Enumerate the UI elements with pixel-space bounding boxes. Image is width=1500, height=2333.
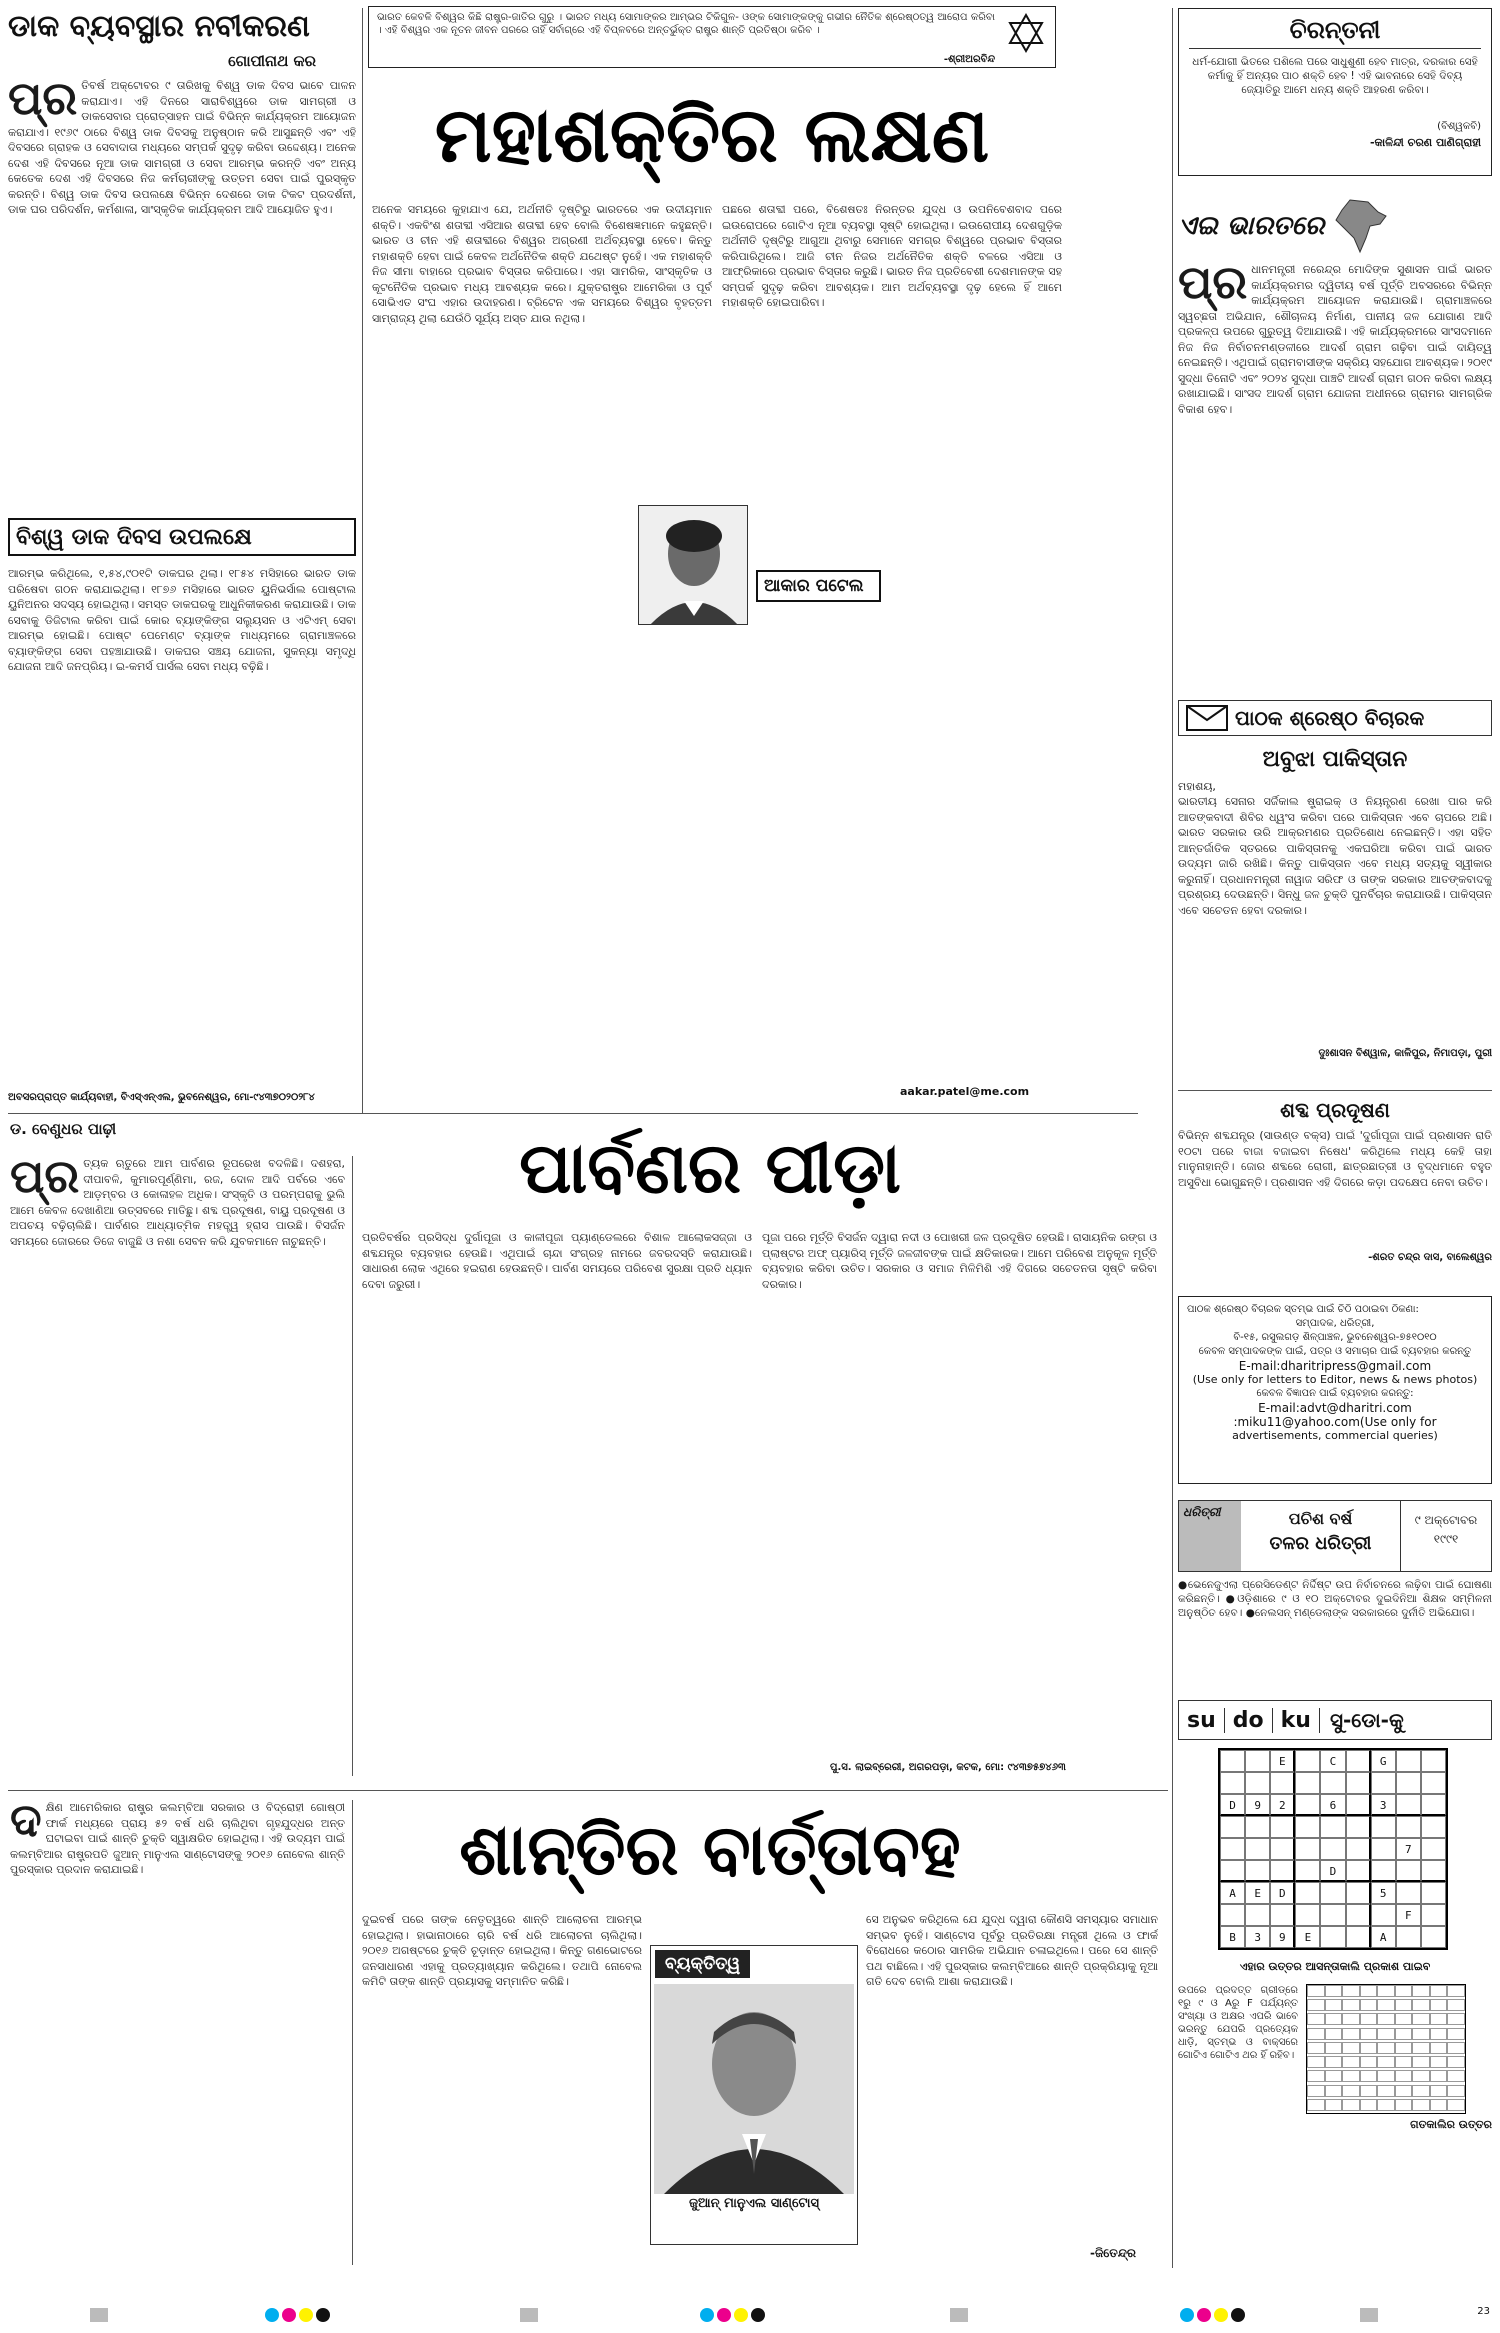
answer-cell [1307,2042,1325,2054]
sudoku-cell[interactable] [1245,1838,1270,1860]
sudoku-cell[interactable] [1295,1816,1320,1838]
sudoku-cell[interactable] [1320,1838,1345,1860]
sudoku-cell[interactable] [1320,1772,1345,1794]
parbana-dropcap: ପ୍ର [10,1156,80,1203]
sudoku-cell[interactable] [1421,1750,1446,1772]
answer-cell [1447,2085,1465,2097]
sudoku-cell[interactable] [1396,1750,1421,1772]
sudoku-cell[interactable]: B [1220,1926,1245,1948]
answer-cell [1307,2056,1325,2068]
center-article-col-1: ଅନେକ ସମୟରେ କୁହାଯାଏ ଯେ, ଅର୍ଥନୀତି ଦୃଷ୍ଟିରୁ ଭାରତରେ ଏକ ଉଦୀୟମାନ ଶକ୍ତି। ଏକବିଂଶ ଶତାବ୍ଦୀ ଏସିଆର ଶତାବ୍ଦୀ ହେବ ବୋଲି ବିଶେଷଜ୍ଞମାନେ କହୁଛନ୍ତି। ଭାରତ ଓ ଚୀନ ଏହି ଶତାବ୍ଦୀରେ ବିଶ୍ୱର ଅଗ୍ରଣୀ ଅର୍ଥବ୍ୟବସ୍ଥା ହେବେ। କିନ୍ତୁ ମହାଶକ୍ତି ହେବା ପାଇଁ କେବଳ ଅର୍ଥନୈତିକ ଶକ୍ତି ଯଥେଷ୍ଟ ନୁହେଁ। ଏକ ମହାଶକ୍ତି ନିଜ ସୀମା ବାହାରେ ପ୍ରଭାବ ବିସ୍ତାର କରିପାରେ। ଏହା ସାମରିକ, ସାଂସ୍କୃତିକ ଓ କୂଟନୈତିକ ପ୍ରଭାବ ମଧ୍ୟ ଆବଶ୍ୟକ କରେ। ଯୁକ୍ତରାଷ୍ଟ୍ର ଆମେରିକା ଓ ପୂର୍ବ ସୋଭିଏତ ସଂଘ ଏହାର ଉଦାହରଣ। ବ୍ରିଟେନ ଏକ ସମୟରେ ବିଶ୍ୱର ବୃହତ୍ତମ ସାମ୍ରାଜ୍ୟ ଥିଲା ଯେଉଁଠି ସୂର୍ଯ୍ୟ ଅସ୍ତ ଯାଉ ନଥିଲା। [372,203,712,325]
sudoku-cell[interactable] [1396,1882,1421,1904]
answer-cell [1377,2042,1395,2054]
answer-cell [1325,1999,1343,2011]
sudoku-cell[interactable] [1270,1904,1295,1926]
sudoku-cell[interactable] [1396,1816,1421,1838]
sudoku-cell[interactable] [1295,1772,1320,1794]
sudoku-title-en-2: do [1225,1708,1273,1733]
answer-cell [1412,1999,1430,2011]
sudoku-cell[interactable] [1371,1904,1396,1926]
shanti-col-2: ଦୁଇବର୍ଷ ପରେ ତାଙ୍କ ନେତୃତ୍ୱରେ ଶାନ୍ତି ଆଲୋଚନା ଆରମ୍ଭ ହୋଇଥିଲା। ହାଭାନାଠାରେ ଚାରି ବର୍ଷ ଧରି ଆଲୋଚନା ଚାଲିଥିଲା। ୨୦୧୬ ଅଗଷ୍ଟରେ ଚୁକ୍ତି ଚୂଡ଼ାନ୍ତ ହୋଇଥିଲା। କିନ୍ତୁ ଗଣଭୋଟରେ ଜନସାଧାରଣ ଏହାକୁ ପ୍ରତ୍ୟାଖ୍ୟାନ କରିଥିଲେ। ତଥାପି ନୋବେଲ କମିଟି ତାଙ୍କ ଶାନ୍ତି ପ୍ରୟାସକୁ ସମ୍ମାନିତ କରିଛି। [362,1913,642,1988]
sudoku-cell[interactable] [1245,1772,1270,1794]
sudoku-cell[interactable]: 9 [1270,1926,1295,1948]
sudoku-cell[interactable] [1245,1750,1270,1772]
pachisa-header [1178,1500,1492,1572]
print-registration-strip [0,2300,1500,2330]
answer-cell [1412,1985,1430,1997]
dharitri-logo [1003,13,1049,57]
bharatare-body: ପ୍ର ଧାନମନ୍ତ୍ରୀ ନରେନ୍ଦ୍ର ମୋଦିଙ୍କ ସୁଶାସନ ପାଇଁ ଭାରତ କାର୍ଯ୍ୟକ୍ରମର ଦ୍ୱିତୀୟ ବର୍ଷ ପୂର୍ତ୍ତି ଅବସରରେ ବିଭିନ୍ନ କାର୍ଯ୍ୟକ୍ରମ ଆୟୋଜନ କରାଯାଉଛି। ଗ୍ରାମାଞ୍ଚଳରେ ସ୍ୱଚ୍ଛତା ଅଭିଯାନ, ଶୌଚାଳୟ ନିର୍ମାଣ, ପାନୀୟ ଜଳ ଯୋଗାଣ ଆଦି ପ୍ରକଳ୍ପ ଉପରେ ଗୁରୁତ୍ୱ ଦିଆଯାଉଛି। ଏହି କାର୍ଯ୍ୟକ୍ରମରେ ସାଂସଦମାନେ ନିଜ ନିଜ ନିର୍ବାଚନମଣ୍ଡଳୀରେ ଆଦର୍ଶ ଗ୍ରାମ ଗଢ଼ିବା ପାଇଁ ଦାୟିତ୍ୱ ନେଇଛନ୍ତି। ଏଥିପାଇଁ ଗ୍ରାମବାସୀଙ୍କ ସକ୍ରିୟ ସହଯୋଗ ଆବଶ୍ୟକ। ୨୦୧୯ ସୁଦ୍ଧା ତିନୋଟି ଏବଂ ୨୦୨୪ ସୁଦ୍ଧା ପାଞ୍ଚଟି ଆଦର୍ଶ ଗ୍ରାମ ଗଠନ କରିବା ଲକ୍ଷ୍ୟ ରଖାଯାଇଛି। ସାଂସଦ ଆଦର୍ଶ ଗ୍ରାମ ଯୋଜନା ଅଧୀନରେ ଗ୍ରାମର ସାମଗ୍ରିକ ବିକାଶ ହେବ। [1178,262,1492,416]
india-map-icon [1330,198,1390,254]
parbana-author: ଡ. ବେଣୁଧର ପାଢ଼ୀ [10,1120,117,1138]
main-headline: ମହାଶକ୍ତିର ଲକ୍ଷଣ [434,90,990,179]
answer-cell [1412,2042,1430,2054]
sudoku-cell[interactable] [1270,1816,1295,1838]
quote-author: -ଶ୍ରୀଅରବିନ୍ଦ [943,54,995,65]
sudoku-cell[interactable]: C [1320,1750,1345,1772]
sudoku-title-en-1: su [1179,1708,1225,1733]
sudoku-cell[interactable] [1421,1816,1446,1838]
center-article-email[interactable]: aakar.patel@me.com [900,1085,1030,1098]
answer-cell [1325,2013,1343,2025]
answer-cell [1307,2013,1325,2025]
contact-line-1: ପାଠକ ଶ୍ରେଷ୍ଠ ବିଚାରକ ସ୍ତମ୍ଭ ପାଇଁ ଚିଠି ପଠାଇବା ଠିକଣା: [1187,1304,1419,1315]
sudoku-cell[interactable] [1421,1926,1446,1948]
sudoku-cell[interactable] [1270,1838,1295,1860]
chirantani-box [1178,8,1492,176]
quote-text: ଭାରତ କେବଳି ବିଶ୍ୱର କିଛି ରାଷ୍ଟ୍ର-ଜାତିର ଗୁରୁ । ଭାରତ ମଧ୍ୟ ସୋମାଙ୍କର ଆମ୍ଭର ଟିକିଗୁଳ- ଓଙ୍କ ସୋମାଙ୍କଙ୍କୁ ଗଭୀର ନୈତିକ ଶ୍ରେଷ୍ଠତ୍ୱ ଆରୋପ କରିବା । ଏହି ବିଶ୍ୱର ଏକ ନୂତନ ଜୀବନ ପରରେ ତାହିଁ ସର୍ବାଗ୍ରେ ଏହି ବିପ୍ଳବରେ ଅନ୍ତର୍ଭୁକ୍ତ ରାଷ୍ଟ୍ର ଶାନ୍ତି ପ୍ରତିଷ୍ଠା କରିବ । [377,12,995,36]
answer-cell [1307,2099,1325,2111]
answer-cell [1447,2042,1465,2054]
answer-cell [1360,2042,1378,2054]
sudoku-cell[interactable] [1346,1772,1371,1794]
sudoku-cell[interactable] [1220,1772,1245,1794]
contact-email-3[interactable]: :miku11@yahoo.com(Use only for [1233,1415,1437,1429]
letter-signature: ଦୁଃଶାସନ ବିଶ୍ୱାଳ, କାଳିପୁର, ନିମାପଡ଼ା, ପୁରୀ [1318,1048,1492,1059]
answer-cell [1395,2013,1413,2025]
shanti-person-name: ଜୁଆନ୍ ମାନୁଏଲ ସାଣ୍ଟୋସ୍ [689,2196,819,2211]
shanti-person-label: ବ୍ୟକ୍ତିତ୍ୱ [655,1950,750,1978]
answer-cell [1360,2085,1378,2097]
answer-cell [1395,1999,1413,2011]
quote-box [368,6,1056,68]
sudoku-footer: ଏହାର ଉତ୍ତର ଆସନ୍ତାକାଲି ପ୍ରକାଶ ପାଇବ [1239,1960,1431,1973]
answer-cell [1360,2099,1378,2111]
pachisa-title-1: ପଚିଶ ବର୍ଷ [1288,1509,1353,1528]
sudoku-cell[interactable] [1421,1772,1446,1794]
answer-cell [1412,2056,1430,2068]
sudoku-cell[interactable]: 3 [1245,1926,1270,1948]
sudoku-cell[interactable] [1295,1904,1320,1926]
answer-cell [1430,2042,1448,2054]
sudoku-cell[interactable] [1346,1838,1371,1860]
parbana-col-3: ପୂଜା ପରେ ମୂର୍ତ୍ତି ବିସର୍ଜନ ଦ୍ୱାରା ନଦୀ ଓ ପୋଖରୀ ଜଳ ପ୍ରଦୂଷିତ ହେଉଛି। ରାସାୟନିକ ରଙ୍ଗ ଓ ପ୍ଲାଷ୍ଟର ଅଫ୍ ପ୍ୟାରିସ୍ ମୂର୍ତ୍ତି ଜଳଜୀବଙ୍କ ପାଇଁ କ୍ଷତିକାରକ। ଆମେ ପରିବେଶ ଅନୁକୂଳ ମୂର୍ତ୍ତି ବ୍ୟବହାର କରିବା ଉଚିତ। ସରକାର ଓ ସମାଜ ମିଳିମିଶି ଏହି ଦିଗରେ ସଚେତନତା ସୃଷ୍ଟି କରିବା ଦରକାର। [762,1231,1157,1291]
letter-salutation: ମହାଶୟ, [1178,780,1216,793]
answer-cell [1430,2099,1448,2111]
answer-cell [1447,2013,1465,2025]
sudoku-answer-grid [1306,1984,1466,2114]
page-number: 23 [1477,2306,1490,2317]
sudoku-cell[interactable] [1396,1794,1421,1816]
pachisa-date-1: ୯ ଅକ୍ଟୋବର [1414,1513,1478,1527]
sudoku-cell[interactable] [1320,1926,1345,1948]
answer-cell [1360,2056,1378,2068]
postal-dropcap: ପ୍ର [8,78,78,125]
postal-article-author: ଗୋପୀନାଥ କର [228,52,316,70]
sudoku-cell[interactable] [1320,1816,1345,1838]
answer-cell [1447,2028,1465,2040]
pachisa-date-2: ୧୯୯୧ [1433,1532,1459,1546]
sudoku-cell[interactable] [1220,1860,1245,1882]
answer-cell [1447,2099,1465,2111]
answer-cell [1412,2028,1430,2040]
answer-cell [1430,1999,1448,2011]
answer-cell [1377,2056,1395,2068]
sudoku-answer-label: ଗତକାଲିର ଉତ୍ତର [1410,2118,1492,2131]
contact-email-1[interactable]: E-mail:dharitripress@gmail.com [1238,1359,1432,1373]
sudoku-cell[interactable] [1371,1772,1396,1794]
answer-cell [1430,2085,1448,2097]
sudoku-cell[interactable] [1220,1904,1245,1926]
sudoku-cell[interactable]: A [1371,1926,1396,1948]
sudoku-cell[interactable] [1270,1772,1295,1794]
sudoku-cell[interactable] [1396,1860,1421,1882]
sabda-section [1178,1098,1492,1288]
pachisa-title-2: ତଳର ଧରିତ୍ରୀ [1269,1533,1372,1554]
sudoku-title-en-3: ku [1273,1708,1320,1733]
answer-cell [1307,2028,1325,2040]
star-emblem-icon [1006,13,1046,53]
sudoku-cell[interactable] [1295,1794,1320,1816]
sudoku-cell[interactable]: E [1295,1926,1320,1948]
answer-cell [1430,2056,1448,2068]
answer-cell [1325,1985,1343,1997]
answer-cell [1430,2028,1448,2040]
letter-title: ଅବୁଝା ପାକିସ୍ତାନ [1262,746,1408,772]
sudoku-cell[interactable]: 9 [1245,1794,1270,1816]
center-article-col-2: ପଛରେ ଶତାବ୍ଦୀ ପରେ, ବିଶେଷତଃ ନିରନ୍ତର ଯୁଦ୍ଧ ଓ ଉପନିବେଶବାଦ ପରେ ଇଉରୋପରେ ଗୋଟିଏ ନୂଆ ବ୍ୟବସ୍ଥା ସୃଷ୍ଟି ହୋଇଥିଲା। ଇଉରୋପୀୟ ଦେଶଗୁଡ଼ିକ ଅର୍ଥନୀତି ଦୃଷ୍ଟିରୁ ଆଗୁଆ ଥିବାରୁ ସେମାନେ ସମଗ୍ର ବିଶ୍ୱରେ ପ୍ରଭାବ ବିସ୍ତାର କରିପାରିଥିଲେ। ଆଜି ଚୀନ ନିଜର ଅର୍ଥନୈତିକ ଶକ୍ତି ବଳରେ ଏସିଆ ଓ ଆଫ୍ରିକାରେ ପ୍ରଭାବ ବିସ୍ତାର କରୁଛି। ଭାରତ ନିଜ ପ୍ରତିବେଶୀ ଦେଶମାନଙ୍କ ସହ ସମ୍ପର୍କ ସୁଦୃଢ଼ କରିବା ଆବଶ୍ୟକ। ଆମ ଅର୍ଥବ୍ୟବସ୍ଥା ଦୃଢ଼ ହେଲେ ହିଁ ଆମେ ମହାଶକ୍ତି ହୋଇପାରିବା। [722,203,1062,309]
sudoku-cell[interactable] [1320,1904,1345,1926]
chirantani-title: ଚିରନ୍ତନୀ [1189,15,1481,49]
sudoku-cell[interactable] [1421,1838,1446,1860]
answer-cell [1412,2070,1430,2082]
parbana-footer: ପୁ.ସ. ଲାଇବ୍ରେରୀ, ଅଗରପଡ଼ା, କଟକ, ମୋ: ୯୪୩୭୫୭୪୬୩ [830,1762,1066,1773]
sudoku-cell[interactable] [1220,1838,1245,1860]
answer-cell [1360,2070,1378,2082]
answer-cell [1307,1999,1325,2011]
answer-cell [1325,2070,1343,2082]
sudoku-cell[interactable]: 2 [1270,1794,1295,1816]
envelope-icon [1185,704,1229,732]
answer-cell [1342,2056,1360,2068]
answer-cell [1342,2042,1360,2054]
bharatare-dropcap: ପ୍ର [1178,262,1248,309]
answer-cell [1377,2085,1395,2097]
sudoku-cell[interactable] [1346,1860,1371,1882]
sudoku-cell[interactable] [1220,1750,1245,1772]
answer-cell [1342,2028,1360,2040]
sudoku-cell[interactable]: 6 [1320,1794,1345,1816]
sudoku-header [1178,1700,1492,1740]
answer-cell [1342,2099,1360,2111]
letters-header [1178,700,1492,736]
sabda-body: ବିଭିନ୍ନ ଶବ୍ଦଯନ୍ତ୍ର (ସାଉଣ୍ଡ ବକ୍ସ) ପାଇଁ 'ଦୁର୍ଗାପୂଜା ପାଇଁ ପ୍ରଶାସନ ରାତି ୧୦ଟା ପରେ ବାଜା ବଜାଇବା ନିଷେଧ' କରିଥିଲେ ମଧ୍ୟ କେହି ତାହା ମାନୁନାହାନ୍ତି। ଜୋର ଶବ୍ଦରେ ରୋଗୀ, ଛାତ୍ରଛାତ୍ରୀ ଓ ବୃଦ୍ଧମାନେ ବହୁତ ଅସୁବିଧା ଭୋଗୁଛନ୍ତି। ପ୍ରଶାସନ ଏହି ଦିଗରେ କଡ଼ା ପଦକ୍ଷେପ ନେବା ଉଚିତ। [1178,1129,1492,1189]
sudoku-cell[interactable]: F [1396,1904,1421,1926]
sudoku-cell[interactable]: 5 [1371,1882,1396,1904]
parbana-col-1: ପ୍ର ତ୍ୟକ ଋତୁରେ ଆମ ପାର୍ବଣର ରୂପରେଖ ବଦଳିଛି। ଦଶହରା, ଦୀପାବଳି, କୁମାରପୂର୍ଣ୍ଣିମା, ରଜ, ଦୋଳ ଆଦି ପର୍ବରେ ଏବେ ଆଡ଼ମ୍ବର ଓ କୋଳାହଳ ଅଧିକ। ସଂସ୍କୃତି ଓ ପରମ୍ପରାକୁ ଭୁଲି ଆମେ କେବଳ ଦେଖାଣିଆ ଉତ୍ସବରେ ମାତିଛୁ। ଶବ୍ଦ ପ୍ରଦୂଷଣ, ବାୟୁ ପ୍ରଦୂଷଣ ଓ ଅପଚୟ ବଢ଼ିଚାଲିଛି। ପାର୍ବଣର ଆଧ୍ୟାତ୍ମିକ ମହତ୍ତ୍ୱ ହ୍ରାସ ପାଉଛି। ବିସର୍ଜନ ସମୟରେ ଜୋରରେ ଡିଜେ ବାଜୁଛି ଓ ନଶା ସେବନ କରି ଯୁବକମାନେ ନାଚୁଛନ୍ତି। [10,1156,345,1248]
postal-section-label: ବିଶ୍ୱ ଡାକ ଦିବସ ଉପଲକ୍ଷେ [8,518,356,556]
postal-article [8,8,356,1118]
answer-cell [1447,1985,1465,1997]
answer-cell [1430,2070,1448,2082]
answer-cell [1360,2028,1378,2040]
bharatare-title: ଏଇ ଭାରତରେ [1178,210,1325,241]
answer-cell [1325,2099,1343,2111]
answer-cell [1430,1985,1448,1997]
contact-note-2: advertisements, commercial queries) [1232,1429,1438,1442]
sudoku-cell[interactable] [1295,1860,1320,1882]
sudoku-cell[interactable] [1245,1816,1270,1838]
answer-cell [1395,2042,1413,2054]
postal-article-footer: ଅବସରପ୍ରାପ୍ତ କାର୍ଯ୍ୟବାହୀ, ବିଏସ୍‌ଏନ୍‌ଏଲ, ଭୁବନେଶ୍ୱର, ମୋ-୯୪୩୭୦୨୦୨୮୪ [8,1092,315,1103]
sudoku-cell[interactable] [1421,1904,1446,1926]
pachisa-logo: ଧରିତ୍ରୀ [1179,1501,1241,1571]
letters-section-title: ପାଠକ ଶ୍ରେଷ୍ଠ ବିଚାରକ [1235,706,1425,730]
contact-email-2[interactable]: E-mail:advt@dharitri.com [1258,1401,1412,1415]
sudoku-cell[interactable]: D [1320,1860,1345,1882]
santos-portrait-icon [654,1984,854,2194]
sudoku-section [1178,1700,1492,2260]
sudoku-cell[interactable] [1346,1794,1371,1816]
contact-note-1: (Use only for letters to Editor, news & news photos) [1192,1373,1478,1386]
bharatare-header [1178,196,1492,256]
contact-line-4: କେବଳ ସମ୍ପାଦକଙ୍କ ପାଇଁ, ପତ୍ର ଓ ସମାଚାର ପାଇଁ ବ୍ୟବହାର କରନ୍ତୁ [1198,1346,1472,1357]
answer-cell [1412,2013,1430,2025]
answer-cell [1377,2099,1395,2111]
shanti-headline: ଶାନ୍ତିର ବାର୍ତ୍ତାବହ [459,1808,961,1891]
sudoku-cell[interactable] [1245,1904,1270,1926]
sudoku-cell[interactable] [1371,1860,1396,1882]
answer-cell [1342,2085,1360,2097]
answer-cell [1325,2085,1343,2097]
sudoku-cell[interactable] [1320,1882,1345,1904]
answer-cell [1342,2070,1360,2082]
contact-line-5: କେବଳ ବିଜ୍ଞାପନ ପାଇଁ ବ୍ୟବହାର କରନ୍ତୁ: [1256,1388,1414,1399]
answer-cell [1430,2013,1448,2025]
answer-cell [1377,2013,1395,2025]
answer-cell [1342,1985,1360,1997]
sudoku-cell[interactable]: E [1245,1882,1270,1904]
sudoku-cell[interactable] [1396,1926,1421,1948]
sudoku-cell[interactable]: D [1270,1882,1295,1904]
sabda-title: ଶବ୍ଦ ପ୍ରଦୂଷଣ [1280,1098,1390,1122]
sudoku-cell[interactable] [1396,1772,1421,1794]
answer-cell [1360,1999,1378,2011]
sudoku-cell[interactable] [1295,1882,1320,1904]
answer-cell [1395,2056,1413,2068]
answer-cell [1447,2056,1465,2068]
parbana-headline: ପାର୍ବଣର ପୀଡ଼ା [519,1126,901,1209]
sudoku-grid[interactable] [1218,1748,1448,1950]
contact-line-2: ସମ୍ପାଦକ, ଧରିତ୍ରୀ, [1295,1318,1375,1329]
answer-cell [1360,1985,1378,1997]
shanti-dropcap: ଦ [10,1800,42,1847]
chirantani-quote: ଧର୍ମ-ଯୋଗୀ ଭିତରେ ପଶିଲେ ପରେ ସାଧୁଶୁଣୀ ହେବ ମାତ୍ର, ଦରକାର ସେହି କର୍ମାକୁ ହିଁ ଅନ୍ୟର ପାଠ ଶକ୍ତି ହେବ ! ଏହି ଭାବନାରେ ସେହି ଦିବ୍ୟ ଜ୍ୟୋତିରୁ ଆମେ ଧନ୍ୟ ଶକ୍ତି ଆହରଣ କରିବା। [1192,56,1478,96]
center-article-author: ଆକାର ପଟେଲ [756,570,881,602]
postal-article-body-1: ପ୍ର ତିବର୍ଷ ଅକ୍ଟୋବର ୯ ତାରିଖକୁ ବିଶ୍ୱ ଡାକ ଦିବସ ଭାବେ ପାଳନ କରାଯାଏ। ଏହି ଦିନରେ ସାରାବିଶ୍ୱରେ ଡାକ ସାମଗ୍ରୀ ଓ ଡାକସେବାର ପ୍ରୋତ୍ସାହନ ପାଇଁ ବିଭିନ୍ନ କାର୍ଯ୍ୟକ୍ରମ ଆୟୋଜନ କରାଯାଏ। ୧୯୬୯ ଠାରେ ବିଶ୍ୱ ଡାକ ଦିବସକୁ ଅନୁଷ୍ଠାନ କରି ଆସୁଛନ୍ତି ଏବଂ ଏହି ଦିବସରେ ଗ୍ରାହକ ଓ ସେବାଦାତା ମଧ୍ୟରେ ସମ୍ପର୍କ ସୁଦୃଢ଼ କରିବା ଉଦ୍ଦେଶ୍ୟ। ଅନେକ ଦେଶ ଏହି ଦିବସରେ ନୂଆ ଡାକ ସାମଗ୍ରୀ ଓ ସେବା ଆରମ୍ଭ କରନ୍ତି ଏବଂ ଅନ୍ୟ କେତେକ ଦେଶ ଏହି ଦିବସରେ ନିଜ କର୍ମଚାରୀଙ୍କୁ ଉତ୍ତମ ସେବା ପାଇଁ ପୁରସ୍କୃତ କରନ୍ତି। ବିଶ୍ୱ ଡାକ ଦିବସ ଉପଲକ୍ଷେ ବିଭିନ୍ନ ଦେଶରେ ଡାକ ଟିକଟ ପ୍ରଦର୍ଶନୀ, ଡାକ ଘର ପରିଦର୍ଶନ, କର୍ମଶାଳା, ସାଂସ୍କୃତିକ କାର୍ଯ୍ୟକ୍ରମ ଆଦି ଆୟୋଜିତ ହୁଏ। [8,78,356,216]
sudoku-cell[interactable] [1371,1816,1396,1838]
answer-cell [1395,2070,1413,2082]
sudoku-cell[interactable] [1371,1838,1396,1860]
shanti-col-3: ସେ ଅନୁଭବ କରିଥିଲେ ଯେ ଯୁଦ୍ଧ ଦ୍ୱାରା କୌଣସି ସମସ୍ୟାର ସମାଧାନ ସମ୍ଭବ ନୁହେଁ। ସାଣ୍ଟୋସ ପୂର୍ବରୁ ପ୍ରତିରକ୍ଷା ମନ୍ତ୍ରୀ ଥିଲେ ଓ ଫାର୍କ ବିରୋଧରେ କଠୋର ସାମରିକ ଅଭିଯାନ ଚଳାଇଥିଲେ। ପରେ ସେ ଶାନ୍ତି ପଥ ବାଛିଲେ। ଏହି ପୁରସ୍କାର କଲମ୍ବିଆରେ ଶାନ୍ତି ପ୍ରକ୍ରିୟାକୁ ନୂଆ ଗତି ଦେବ ବୋଲି ଆଶା କରାଯାଉଛି। [866,1913,1158,1988]
sudoku-cell[interactable] [1421,1860,1446,1882]
sudoku-cell[interactable]: E [1270,1750,1295,1772]
answer-cell [1377,1985,1395,1997]
sudoku-cell[interactable] [1245,1860,1270,1882]
sudoku-cell[interactable] [1421,1882,1446,1904]
answer-cell [1395,2099,1413,2111]
chirantani-quote-author: (ବିଶ୍ୱକବି) [1437,121,1481,132]
answer-cell [1377,2070,1395,2082]
answer-cell [1307,1985,1325,1997]
sudoku-title-or: ସୁ-ଡୋ-କୁ [1329,1708,1404,1732]
sudoku-cell[interactable] [1346,1750,1371,1772]
sudoku-instructions: ଉପରେ ପ୍ରଦତ୍ତ ଗ୍ରୀଡ୍‌ରେ ୧ରୁ ୯ ଓ Aରୁ F ପର୍ଯ୍ୟନ୍ତ ସଂଖ୍ୟା ଓ ଅକ୍ଷର ଏପରି ଭାବେ ଭରନ୍ତୁ ଯେପରି ପ୍ରତ୍ୟେକ ଧାଡ଼ି, ସ୍ତମ୍ଭ ଓ ବାକ୍ସରେ ଗୋଟିଏ ଗୋଟିଏ ଥର ହିଁ ରହିବ। [1178,1985,1298,2061]
answer-cell [1412,2085,1430,2097]
chirantani-poet: -କାଳିନ୍ଦୀ ଚରଣ ପାଣିଗ୍ରାହୀ [1369,136,1481,149]
sudoku-cell[interactable] [1421,1794,1446,1816]
parbana-col-2: ପ୍ରତିବର୍ଷର ପ୍ରସିଦ୍ଧ ଦୁର୍ଗାପୂଜା ଓ କାଳୀପୂଜା ପ୍ୟାଣ୍ଡେଲରେ ବିଶାଳ ଆଲୋକସଜ୍ଜା ଓ ଶବ୍ଦଯନ୍ତ୍ର ବ୍ୟବହାର ହେଉଛି। ଏଥିପାଇଁ ଚାନ୍ଦା ସଂଗ୍ରହ ନାମରେ ଜବରଦସ୍ତି କରାଯାଉଛି। ସାଧାରଣ ଲୋକ ଏଥିରେ ହଇରାଣ ହେଉଛନ୍ତି। ପାର୍ବଣ ସମୟରେ ପରିବେଶ ସୁରକ୍ଷା ପ୍ରତି ଧ୍ୟାନ ଦେବା ଜରୁରୀ। [362,1231,752,1291]
answer-cell [1325,2028,1343,2040]
sudoku-cell[interactable]: G [1371,1750,1396,1772]
answer-cell [1342,1999,1360,2011]
answer-cell [1307,2085,1325,2097]
sudoku-cell[interactable]: A [1220,1882,1245,1904]
answer-cell [1342,2013,1360,2025]
pachisa-section [1178,1500,1492,1710]
answer-cell [1447,2070,1465,2082]
sudoku-cell[interactable] [1346,1882,1371,1904]
answer-cell [1360,2013,1378,2025]
sudoku-cell[interactable]: 7 [1396,1838,1421,1860]
shanti-col-1: ଦ କ୍ଷିଣ ଆମେରିକାର ରାଷ୍ଟ୍ର କଲମ୍ବିଆ ସରକାର ଓ ବିଦ୍ରୋହୀ ଗୋଷ୍ଠୀ ଫାର୍କ ମଧ୍ୟରେ ପ୍ରାୟ ୫୨ ବର୍ଷ ଧରି ଚାଲିଥିବା ଗୃହଯୁଦ୍ଧର ଅନ୍ତ ଘଟାଇବା ପାଇଁ ଶାନ୍ତି ଚୁକ୍ତି ସ୍ୱାକ୍ଷରିତ ହୋଇଥିଲା। ଏହି ଉଦ୍ୟମ ପାଇଁ କଲମ୍ବିଆର ରାଷ୍ଟ୍ରପତି ଜୁଆନ୍ ମାନୁଏଲ ସାଣ୍ଟୋସଙ୍କୁ ୨୦୧୬ ନୋବେଲ ଶାନ୍ତି ପୁରସ୍କାର ପ୍ରଦାନ କରାଯାଇଛି। [10,1800,345,1876]
answer-cell [1377,1999,1395,2011]
answer-cell [1447,1999,1465,2011]
answer-cell [1395,1985,1413,1997]
answer-cell [1395,2028,1413,2040]
sudoku-cell[interactable] [1346,1904,1371,1926]
answer-cell [1395,2085,1413,2097]
sabda-signature: -ଶରତ ଚନ୍ଦ୍ର ଦାସ, ବାଲେଶ୍ୱର [1368,1252,1492,1263]
sudoku-cell[interactable]: D [1220,1794,1245,1816]
postal-article-body-2: ଆରମ୍ଭ କରିଥିଲେ, ୧,୫୪,୯୦୧ଟି ଡାକଘର ଥିଲା। ୧୮୫୪ ମସିହାରେ ଭାରତ ଡାକ ପରିଷେବା ଗଠନ କରାଯାଇଥିଲା। ୧୮୭୬ ମସିହାରେ ଭାରତ ୟୁନିଭର୍ସାଲ ପୋଷ୍ଟାଲ ୟୁନିଅନର ସଦସ୍ୟ ହୋଇଥିଲା। ସମସ୍ତ ଡାକଘରକୁ ଆଧୁନିକୀକରଣ କରାଯାଉଛି। ଡାକ ସେବାକୁ ଡିଜିଟାଲ କରିବା ପାଇଁ କୋର ବ୍ୟାଙ୍କିଙ୍ଗ ସଲ୍ୟୁସନ ଓ ଏଟିଏମ୍ ସେବା ଆରମ୍ଭ ହୋଇଛି। ପୋଷ୍ଟ ପେମେଣ୍ଟ ବ୍ୟାଙ୍କ ମାଧ୍ୟମରେ ଗ୍ରାମାଞ୍ଚଳରେ ବ୍ୟାଙ୍କିଙ୍ଗ ସେବା ପହଞ୍ଚାଯାଉଛି। ଡାକଘର ସଞ୍ଚୟ ଯୋଜନା, ସୁକନ୍ୟା ସମୃଦ୍ଧି ଯୋଜନା ଆଦି ଜନପ୍ରିୟ। ଇ-କମର୍ସ ପାର୍ସଲ ସେବା ମଧ୍ୟ ବଢ଼ିଛି। [8,567,356,673]
sudoku-cell[interactable] [1295,1750,1320,1772]
bharatare-section [1178,196,1492,696]
answer-cell [1377,2028,1395,2040]
sudoku-cell[interactable] [1220,1816,1245,1838]
answer-cell [1325,2056,1343,2068]
answer-cell [1412,2099,1430,2111]
contact-box [1178,1296,1492,1484]
sudoku-cell[interactable] [1295,1838,1320,1860]
letter-body: ଭାରତୀୟ ସେନାର ସର୍ଜିକାଲ ଷ୍ଟ୍ରାଇକ୍ ଓ ନିୟନ୍ତ୍ରଣ ରେଖା ପାର କରି ଆତଙ୍କବାଦୀ ଶିବିର ଧ୍ୱଂସ କରିବା ପରେ ପାକିସ୍ତାନ ଏବେ ଚାପରେ ଅଛି। ଭାରତ ସରକାର ଉରି ଆକ୍ରମଣର ପ୍ରତିଶୋଧ ନେଇଛନ୍ତି। ଏହା ସହିତ ଆନ୍ତର୍ଜାତିକ ସ୍ତରରେ ପାକିସ୍ତାନକୁ ଏକଘରିଆ କରିବା ପାଇଁ ଭାରତ ଉଦ୍ୟମ ଜାରି ରଖିଛି। କିନ୍ତୁ ପାକିସ୍ତାନ ଏବେ ମଧ୍ୟ ସତ୍ୟକୁ ସ୍ୱୀକାର କରୁନାହିଁ। ପ୍ରଧାନମନ୍ତ୍ରୀ ନାୱାଜ ସରିଫ ଓ ତାଙ୍କ ସରକାର ଆତଙ୍କବାଦକୁ ପ୍ରଶ୍ରୟ ଦେଉଛନ୍ତି। ସିନ୍ଧୁ ଜଳ ଚୁକ୍ତି ପୁନର୍ବିଚାର କରାଯାଉଛି। ପାକିସ୍ତାନ ଏବେ ସଚେତନ ହେବା ଦରକାର। [1178,795,1492,917]
pachisa-body: ●ଭେନେଜୁଏଲା ପ୍ରେସିଡେଣ୍ଟ ନିର୍ଦ୍ଦିଷ୍ଟ ଉପ ନିର୍ବାଚନରେ ଲଢ଼ିବା ପାଇଁ ଘୋଷଣା କରିଛନ୍ତି। ●ଓଡ଼ିଶାରେ ୯ ଓ ୧୦ ଅକ୍ଟୋବର ଦୁଇଦିନିଆ ଶିକ୍ଷକ ସମ୍ମିଳନୀ ଅନୁଷ୍ଠିତ ହେବ। ●ନେଲସନ୍ ମଣ୍ଡେଲାଙ୍କ ସରକାରରେ ଦୁର୍ନୀତି ଅଭିଯୋଗ। [1178,1579,1492,1619]
answer-cell [1325,2042,1343,2054]
shanti-footer: -ଜିତେନ୍ଦ୍ର [1090,2246,1136,2260]
contact-line-3: ବି-୧୫, ରସୁଲଗଡ଼ ଶିଳ୍ପାଞ୍ଚଳ, ଭୁବନେଶ୍ୱର-୭୫୧୦୧୦ [1233,1332,1437,1343]
answer-cell [1307,2070,1325,2082]
postal-article-title: ଡାକ ବ୍ୟବସ୍ଥାର ନବୀକରଣ [8,9,310,44]
sudoku-cell[interactable] [1270,1860,1295,1882]
sudoku-cell[interactable] [1346,1926,1371,1948]
shanti-person-box [650,1945,858,2245]
sudoku-cell[interactable] [1346,1816,1371,1838]
sudoku-cell[interactable]: 3 [1371,1794,1396,1816]
